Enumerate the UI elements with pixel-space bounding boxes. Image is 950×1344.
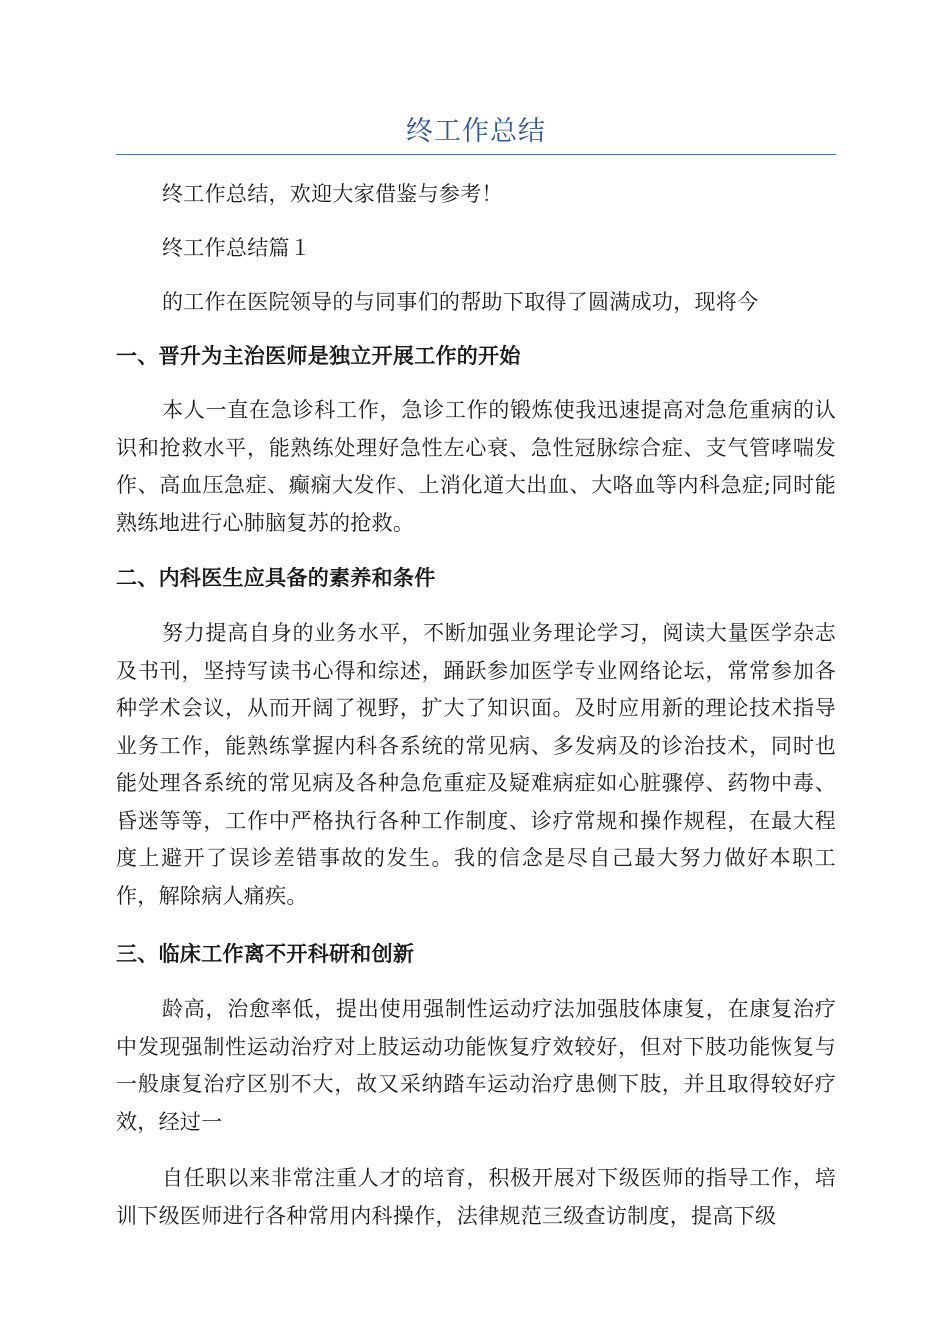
document-title: 终工作总结 (406, 116, 546, 147)
intro-paragraph: 终工作总结，欢迎大家借鉴与参考！ (162, 182, 503, 206)
section-2-paragraph: 努力提高自身的业务水平，不断加强业务理论学习，阅读大量医学杂志及书刊，坚持写读书心得和综述，踊跃参加医学专业网络论坛，常常参加各种学术会议，从而开阔了视野，扩大了知识面。及时应用新的理论技术指导业务工作，能熟练掌握内科各系统的常见病、多发病及的诊治技术，同时也能处理各系统的常见病及各种急危重症及疑难病症如心脏骤停、药物中毒、昏迷等等，工作中严格执行各种工作制度、诊疗常规和操作规程，在最大程度上避开了误诊差错事故的发生。我的信念是尽自己最大努力做好本职工作，解除病人痛疾。 (116, 621, 836, 908)
section-3-paragraph-2: 自任职以来非常注重人才的培育，积极开展对下级医师的指导工作，培训下级医师进行各种常用内科操作，法律规范三级查访制度，提高下级 (116, 1166, 836, 1228)
title-underline (116, 154, 836, 155)
section-2-heading: 二、内科医生应具备的素养和条件 (116, 566, 436, 590)
section-1-paragraph: 本人一直在急诊科工作，急诊工作的锻炼使我迅速提高对急危重病的认识和抢救水平，能熟练处理好急性左心衰、急性冠脉综合症、支气管哮喘发作、高血压急症、癫痫大发作、上消化道大出血、大咯血等内科急症;同时能熟练地进行心肺脑复苏的抢救。 (116, 398, 836, 535)
section-3-paragraph-1: 龄高，治愈率低，提出使用强制性运动疗法加强肢体康复，在康复治疗中发现强制性运动治疗对上肢运动功能恢复疗效较好，但对下肢功能恢复与一般康复治疗区别不大，故又采纳踏车运动治疗患侧下肢，并且取得较好疗效，经过一 (116, 997, 836, 1134)
opening-paragraph: 的工作在医院领导的与同事们的帮助下取得了圆满成功，现将今 (162, 290, 759, 314)
document-page (116, 0, 836, 1344)
section-3-heading: 三、临床工作离不开科研和创新 (116, 942, 415, 966)
section-1-heading: 一、晋升为主治医师是独立开展工作的开始 (116, 344, 521, 368)
chapter-label: 终工作总结篇１ (162, 236, 312, 260)
